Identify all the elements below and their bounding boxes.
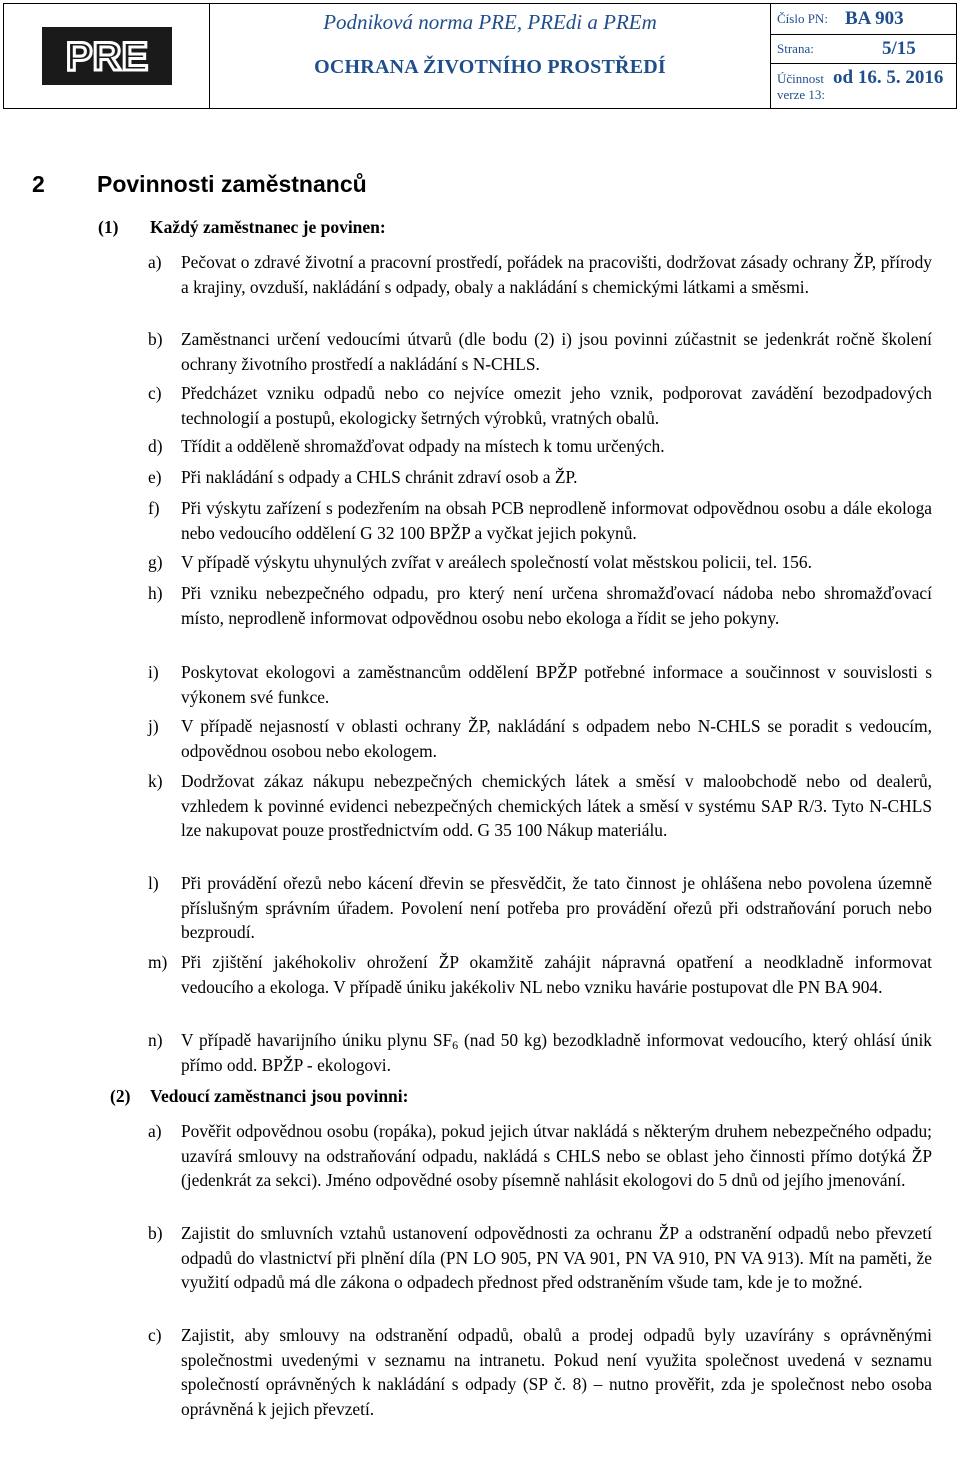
list-item: n) V případě havarijního úniku plynu $SF_6$ (nad 50 kg) bezodkladně informovat vedoucího, který ohlásí únik přímo odd. BPŽP - ekologovi. [148, 1030, 932, 1075]
meta-page-row [771, 35, 956, 64]
list-item: h) Při vzniku nebezpečného odpadu, pro který není určena shromažďovací nádoba nebo shromažďovací místo, neprodleně informovat odpovědnou osobu nebo ekologa a řídit se jeho pokyny. [148, 583, 932, 628]
list-item: m) Při zjištění jakéhokoliv ohrožení ŽP okamžitě zahájit nápravná opatření a neodkladně informovat vedoucího a ekologa. V případě úniku jakékoliv NL nebo vzniku havárie postupovat dle PN BA 904. [148, 952, 932, 997]
section-title: OCHRANA ŽIVOTNÍHO PROSTŘEDÍ [314, 56, 666, 78]
header-title-cell [210, 4, 771, 108]
section-1-title: Každý zaměstnanec je povinen: [150, 217, 386, 237]
page-value: 5/15 [882, 38, 916, 59]
list-item: c) Předcházet vzniku odpadů nebo co nejvíce omezit jeho vznik, podporovat zavádění bezodpadových technologií a postupů, ekologicky šetrných výrobků, vratných obalů. [148, 383, 932, 428]
section-1-mark: (1) [98, 217, 119, 237]
section-2-title: Vedoucí zaměstnanci jsou povinni: [150, 1086, 409, 1106]
number-value: BA 903 [845, 8, 904, 29]
section-2-mark: (2) [110, 1086, 131, 1106]
page-label: Strana: [777, 41, 814, 56]
list-item: g) V případě výskytu uhynulých zvířat v areálech společností volat městskou policii, tel. 156. [148, 552, 812, 572]
svg-text:PRE: PRE [65, 35, 148, 77]
valid-value: od 16. 5. 2016 [833, 67, 944, 88]
list-item: j) V případě nejasností v oblasti ochrany ŽP, nakládání s odpadem nebo N-CHLS se poradit s vedoucím, odpovědnou osobou nebo ekologem. [148, 716, 932, 761]
list-item: i) Poskytovat ekologovi a zaměstnancům oddělení BPŽP potřebné informace a součinnost v souvislosti s výkonem své funkce. [148, 662, 932, 707]
pre-logo [42, 27, 172, 85]
chapter-number: 2 [32, 171, 45, 197]
norm-title: Podniková norma PRE, PREdi a PREm [323, 10, 657, 34]
version-label: verze 13: [777, 87, 826, 102]
document-header [3, 3, 957, 109]
list-item: b) Zajistit do smluvních vztahů ustanovení odpovědnosti za ochranu ŽP a odstranění odpadů nebo převzetí odpadů do vlastnictví při plnění díla (PN LO 905, PN VA 901, PN VA 910, PN VA 913). Mít na paměti, že využití odpadů má dle zákona o odpadech přednost před odstraněním všude tam, kde je to možné. [148, 1223, 932, 1292]
list-item: b) Zaměstnanci určení vedoucími útvarů (dle bodu (2) i) jsou povinni zúčastnit se jedenkrát ročně školení ochrany životního prostředí a nakládání s N-CHLS. [148, 329, 932, 374]
list-item: e) Při nakládání s odpady a CHLS chránit zdraví osob a ŽP. [148, 467, 578, 487]
list-item: f) Při výskytu zařízení s podezřením na obsah PCB neprodleně informovat odpovědnou osobu a dále ekologa nebo vedoucího oddělení G 32 100 BPŽP a vyčkat jejich pokynů. [148, 498, 932, 543]
list-item: c) Zajistit, aby smlouvy na odstranění odpadů, obalů a prodej odpadů byly uzavírány s oprávněnými společnostmi uvedenými v seznamu na intranetu. Pokud není využita společnost uvedená v seznamu společností oprávněných k nakládání s odpady (SP č. 8) – nutno prověřit, zda je společnost nebo osoba oprávněná k jejich převzetí. [148, 1325, 932, 1419]
valid-label: Účinnost [777, 71, 824, 86]
list-item: k) Dodržovat zákaz nákupu nebezpečných chemických látek a směsí v maloobchodě nebo od dealerů, vzhledem k povinné evidenci nebezpečných chemických látek a směsí v systému SAP R/3. Tyto N-CHLS lze nakupovat pouze prostřednictvím odd. G 35 100 Nákup materiálu. [148, 771, 932, 840]
meta-number-row [771, 4, 956, 35]
list-item: d) Třídit a odděleně shromažďovat odpady na místech k tomu určených. [148, 436, 665, 456]
chapter-title: Povinnosti zaměstnanců [97, 171, 367, 197]
header-meta-cell [771, 4, 956, 108]
list-item: l) Při provádění ořezů nebo kácení dřevin se přesvědčit, že tato činnost je ohlášena nebo povolena územně příslušným správním úřadem. Povolení není potřeba pro provádění ořezů při odstraňování poruch nebo bezproudí. [148, 873, 932, 942]
list-item: a) Pověřit odpovědnou osobu (ropáka), pokud jejich útvar nakládá s některým druhem nebezpečného odpadu; uzavírá smlouvy na odstraňování odpadu, nakládá s CHLS nebo se oblast jeho činnosti přímo dotýká ŽP (jedenkrát za sekci). Jméno odpovědné osoby písemně nahlásit ekologovi do 5 dnů od jejího jmenování. [148, 1121, 932, 1190]
number-label: Číslo PN: [777, 11, 828, 26]
logo-cell [4, 4, 210, 108]
meta-valid-row [771, 64, 956, 108]
list-item: a) Pečovat o zdravé životní a pracovní prostředí, pořádek na pracovišti, dodržovat zásady ochrany ŽP, přírody a krajiny, ovzduší, nakládání s odpady, obaly a nakládání s chemickými látkami a směsmi. [148, 252, 932, 297]
